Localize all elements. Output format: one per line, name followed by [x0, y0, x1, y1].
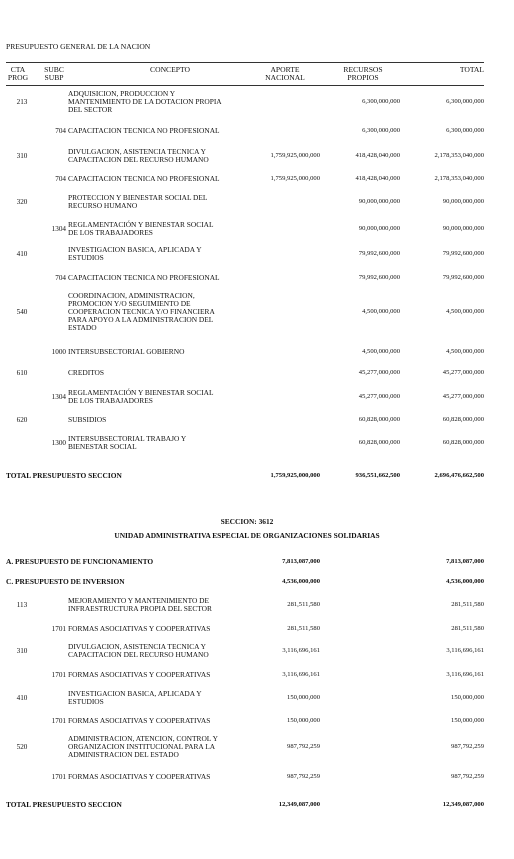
section-number: SECCION: 3612: [220, 517, 274, 526]
program-code: 113: [16, 601, 28, 609]
concept-line: INTERSUBSECTORIAL GOBIERNO: [68, 347, 185, 356]
header-rule-top: [6, 62, 484, 63]
concept-line: SUBSIDIOS: [68, 415, 107, 424]
recursos-value: 418,428,040,000: [355, 152, 400, 159]
program-code: 320: [16, 198, 28, 206]
col-header-subc-line: SUBP: [44, 73, 64, 82]
aporte-value: 987,792,259: [287, 743, 320, 750]
concept-line: CAPACITACION TECNICA NO PROFESIONAL: [68, 174, 220, 183]
concept-text: [68, 348, 248, 356]
subprogram-code: 1300: [51, 439, 66, 447]
concept-text: [68, 221, 248, 237]
total-value: 281,511,580: [451, 625, 484, 632]
total-value: 2,178,353,040,000: [434, 152, 484, 159]
subprogram-code: 1701: [51, 671, 66, 679]
concept-text: [68, 773, 248, 781]
recursos-value: 45,277,000,000: [358, 369, 400, 376]
concept-line: CAPACITACION DEL RECURSO HUMANO: [68, 155, 209, 164]
total-aporte: 1,759,925,000,000: [270, 472, 320, 479]
concept-line: ADMINISTRACION DEL ESTADO: [68, 750, 179, 759]
recursos-value: 6,300,000,000: [362, 98, 400, 105]
col-header-aporte-line: APORTE: [270, 65, 300, 74]
document-title: PRESUPUESTO GENERAL DE LA NACION: [6, 42, 151, 51]
recursos-value: 4,500,000,000: [362, 308, 400, 315]
concept-line: REGLAMENTACIÓN Y BIENESTAR SOCIAL: [68, 220, 214, 229]
program-code: 310: [16, 152, 28, 160]
header-rule-bottom: [6, 85, 484, 86]
concept-line: FORMAS ASOCIATIVAS Y COOPERATIVAS: [68, 716, 211, 725]
total-aporte: 12,349,087,000: [278, 801, 320, 808]
recursos-value: 45,277,000,000: [358, 393, 400, 400]
aporte-value: 1,759,925,000,000: [270, 175, 320, 182]
concept-line: CAPACITACION TECNICA NO PROFESIONAL: [68, 126, 220, 135]
col-header-aporte: [248, 66, 322, 82]
total-value: 6,300,000,000: [446, 98, 484, 105]
concept-text: [68, 194, 248, 210]
concept-line: ESTADO: [68, 323, 97, 332]
concept-text: [68, 435, 248, 451]
total-value: 60,828,000,000: [442, 439, 484, 446]
aporte-value: 3,116,696,161: [282, 647, 320, 654]
concept-text: [68, 597, 248, 613]
col-header-aporte-line: NACIONAL: [265, 73, 305, 82]
total-value: 79,992,600,000: [442, 274, 484, 281]
concept-line: ORGANIZACION INSTITUCIONAL PARA LA: [68, 742, 216, 751]
aporte-value: 150,000,000: [287, 694, 320, 701]
concept-line: ADMINISTRACION, ATENCION, CONTROL Y: [68, 734, 218, 743]
concept-line: PARA APOYO A LA ADMINISTRACION DEL: [68, 315, 214, 324]
recursos-value: 60,828,000,000: [358, 416, 400, 423]
subprogram-code: 1701: [51, 773, 66, 781]
total-recursos: 936,551,662,500: [355, 472, 400, 479]
col-header-cta-line: PROG: [7, 73, 29, 82]
total-value: 150,000,000: [451, 694, 484, 701]
subprogram-code: 704: [55, 127, 66, 135]
recursos-value: 418,428,040,000: [355, 175, 400, 182]
recursos-value: 79,992,600,000: [358, 250, 400, 257]
concept-line: DIVULGACION, ASISTENCIA TECNICA Y: [68, 642, 206, 651]
concept-text: [68, 148, 248, 164]
col-header-concepto: CONCEPTO: [150, 65, 190, 74]
recursos-value: 79,992,600,000: [358, 274, 400, 281]
col-header-recursos-line: RECURSOS: [343, 65, 383, 74]
subprogram-code: 1701: [51, 625, 66, 633]
col-header-recursos: [328, 66, 398, 82]
concept-text: [68, 90, 248, 114]
summary-aporte: 7,813,087,000: [282, 558, 320, 565]
concept-line: MANTENIMIENTO DE LA DOTACION PROPIA: [68, 97, 222, 106]
program-code: 620: [16, 416, 28, 424]
program-code: 610: [16, 369, 28, 377]
total-value: 45,277,000,000: [442, 393, 484, 400]
col-header-total: TOTAL: [459, 65, 484, 74]
concept-line: INVESTIGACION BASICA, APLICADA Y: [68, 245, 202, 254]
concept-text: [68, 671, 248, 679]
concept-line: CREDITOS: [68, 368, 105, 377]
recursos-value: 90,000,000,000: [358, 225, 400, 232]
concept-text: [68, 625, 248, 633]
concept-line: COORDINACION, ADMINISTRACION,: [68, 291, 195, 300]
concept-text: [68, 127, 248, 135]
summary-aporte: 4,536,000,000: [282, 578, 320, 585]
concept-text: [68, 735, 248, 759]
total-label: TOTAL PRESUPUESTO SECCION: [6, 800, 122, 809]
subprogram-code: 1701: [51, 717, 66, 725]
col-header-subc: [42, 66, 66, 82]
summary-label: C. PRESUPUESTO DE INVERSION: [6, 577, 125, 586]
subprogram-code: 1304: [51, 393, 66, 401]
summary-label: A. PRESUPUESTO DE FUNCIONAMIENTO: [6, 557, 154, 566]
program-code: 520: [16, 743, 28, 751]
recursos-value: 4,500,000,000: [362, 348, 400, 355]
concept-line: COOPERACION TECNICA Y/O FINANCIERA: [68, 307, 215, 316]
concept-line: PROMOCION Y/O SEGUIMIENTO DE: [68, 299, 191, 308]
concept-line: PROTECCION Y BIENESTAR SOCIAL DEL: [68, 193, 208, 202]
concept-text: [68, 369, 248, 377]
subprogram-code: 704: [55, 274, 66, 282]
concept-text: [68, 246, 248, 262]
total-total: 12,349,087,000: [442, 801, 484, 808]
concept-line: DE LOS TRABAJADORES: [68, 396, 153, 405]
program-code: 213: [16, 98, 28, 106]
total-value: 987,792,259: [451, 773, 484, 780]
concept-line: DIVULGACION, ASISTENCIA TECNICA Y: [68, 147, 206, 156]
subprogram-code: 1000: [51, 348, 66, 356]
recursos-value: 90,000,000,000: [358, 198, 400, 205]
total-value: 79,992,600,000: [442, 250, 484, 257]
concept-line: CAPACITACION DEL RECURSO HUMANO: [68, 650, 209, 659]
concept-text: [68, 416, 248, 424]
total-value: 987,792,259: [451, 743, 484, 750]
concept-text: [68, 690, 248, 706]
concept-text: [68, 389, 248, 405]
aporte-value: 987,792,259: [287, 773, 320, 780]
subprogram-code: 704: [55, 175, 66, 183]
concept-text: [68, 643, 248, 659]
col-header-recursos-line: PROPIOS: [347, 73, 379, 82]
total-value: 6,300,000,000: [446, 127, 484, 134]
recursos-value: 6,300,000,000: [362, 127, 400, 134]
total-value: 4,500,000,000: [446, 348, 484, 355]
concept-line: ADQUISICION, PRODUCCION Y: [68, 89, 176, 98]
concept-line: INTERSUBSECTORIAL TRABAJO Y: [68, 434, 187, 443]
aporte-value: 281,511,580: [287, 601, 320, 608]
total-value: 3,116,696,161: [446, 647, 484, 654]
concept-line: CAPACITACION TECNICA NO PROFESIONAL: [68, 273, 220, 282]
concept-line: MEJORAMIENTO Y MANTENIMIENTO DE: [68, 596, 210, 605]
total-value: 150,000,000: [451, 717, 484, 724]
concept-line: INFRAESTRUCTURA PROPIA DEL SECTOR: [68, 604, 212, 613]
total-label: TOTAL PRESUPUESTO SECCION: [6, 471, 122, 480]
total-total: 2,696,476,662,500: [434, 472, 484, 479]
concept-text: [68, 274, 248, 282]
concept-line: ESTUDIOS: [68, 697, 104, 706]
aporte-value: 281,511,580: [287, 625, 320, 632]
summary-total: 4,536,000,000: [446, 578, 484, 585]
concept-line: FORMAS ASOCIATIVAS Y COOPERATIVAS: [68, 772, 211, 781]
concept-line: REGLAMENTACIÓN Y BIENESTAR SOCIAL: [68, 388, 214, 397]
aporte-value: 1,759,925,000,000: [270, 152, 320, 159]
program-code: 410: [16, 694, 28, 702]
summary-total: 7,813,087,000: [446, 558, 484, 565]
concept-line: BIENESTAR SOCIAL: [68, 442, 137, 451]
recursos-value: 60,828,000,000: [358, 439, 400, 446]
total-value: 45,277,000,000: [442, 369, 484, 376]
concept-text: [68, 717, 248, 725]
section-unit-name: UNIDAD ADMINISTRATIVA ESPECIAL DE ORGANIZACIONES SOLIDARIAS: [114, 531, 380, 540]
total-value: 281,511,580: [451, 601, 484, 608]
program-code: 410: [16, 250, 28, 258]
total-value: 60,828,000,000: [442, 416, 484, 423]
total-value: 4,500,000,000: [446, 308, 484, 315]
concept-line: RECURSO HUMANO: [68, 201, 138, 210]
program-code: 540: [16, 308, 28, 316]
concept-text: [68, 292, 248, 332]
concept-line: ESTUDIOS: [68, 253, 104, 262]
aporte-value: 150,000,000: [287, 717, 320, 724]
aporte-value: 3,116,696,161: [282, 671, 320, 678]
total-value: 90,000,000,000: [442, 225, 484, 232]
program-code: 310: [16, 647, 28, 655]
col-header-subc-line: SUBC: [44, 65, 64, 74]
concept-line: FORMAS ASOCIATIVAS Y COOPERATIVAS: [68, 670, 211, 679]
total-value: 2,178,353,040,000: [434, 175, 484, 182]
concept-text: [68, 175, 248, 183]
col-header-cta: [6, 66, 30, 82]
col-header-cta-line: CTA: [10, 65, 26, 74]
subprogram-code: 1304: [51, 225, 66, 233]
total-value: 90,000,000,000: [442, 198, 484, 205]
total-value: 3,116,696,161: [446, 671, 484, 678]
concept-line: INVESTIGACION BASICA, APLICADA Y: [68, 689, 202, 698]
concept-line: DEL SECTOR: [68, 105, 113, 114]
concept-line: FORMAS ASOCIATIVAS Y COOPERATIVAS: [68, 624, 211, 633]
concept-line: DE LOS TRABAJADORES: [68, 228, 153, 237]
